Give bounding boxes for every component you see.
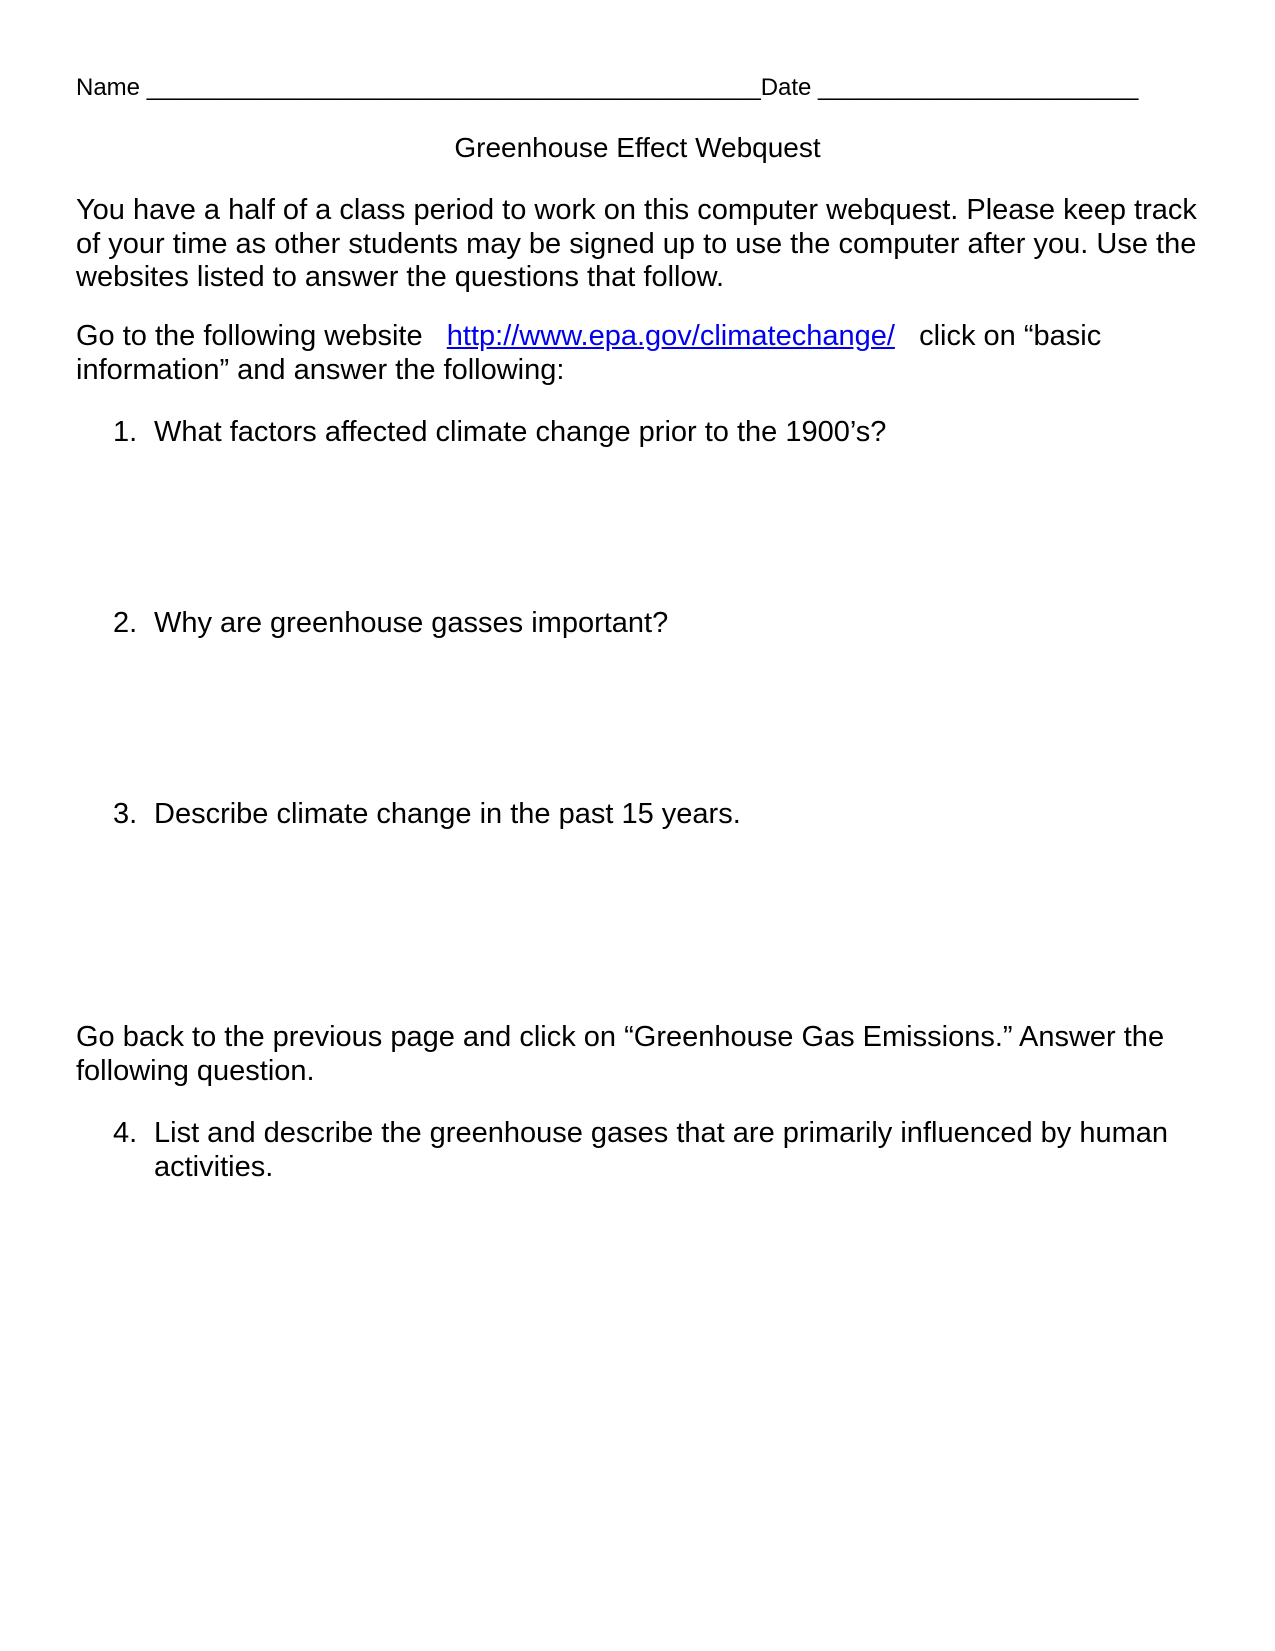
question-text: Describe climate change in the past 15 years.	[154, 798, 741, 830]
header-fields	[76, 74, 1200, 102]
emissions-instruction: Go back to the previous page and click on “Greenhouse Gas Emissions.” Answer the following question.	[76, 1021, 1165, 1087]
date-field[interactable]: Date ________________________	[760, 74, 1139, 101]
question-text: List and describe the greenhouse gases that are primarily influenced by human activities.	[154, 1117, 1168, 1183]
question-number: 3.	[113, 798, 138, 830]
question-4	[76, 1117, 1200, 1184]
question-number: 2.	[113, 607, 138, 639]
question-1	[76, 416, 1200, 450]
epa-link[interactable]: http://www.epa.gov/climatechange/	[446, 320, 895, 352]
question-3	[76, 798, 1200, 832]
name-field[interactable]: Name ______________________________________________	[76, 74, 761, 101]
question-text: What factors affected climate change prior to the 1900’s?	[154, 416, 887, 448]
instruction-text-before: Go to the following website	[76, 320, 447, 352]
page-title: Greenhouse Effect Webquest	[454, 132, 821, 163]
instruction-text-after: click on “basic information” and answer the following:	[76, 320, 1110, 386]
question-number: 1.	[113, 416, 138, 448]
question-text: Why are greenhouse gasses important?	[154, 607, 669, 639]
intro-paragraph: You have a half of a class period to work on this computer webquest. Please keep track of your time as other students may be signed up to use the computer after you. Use the websites listed to answer the questions that follow.	[76, 194, 1197, 293]
question-number: 4.	[113, 1117, 138, 1149]
question-2	[76, 607, 1200, 641]
website-instruction	[76, 320, 1200, 387]
